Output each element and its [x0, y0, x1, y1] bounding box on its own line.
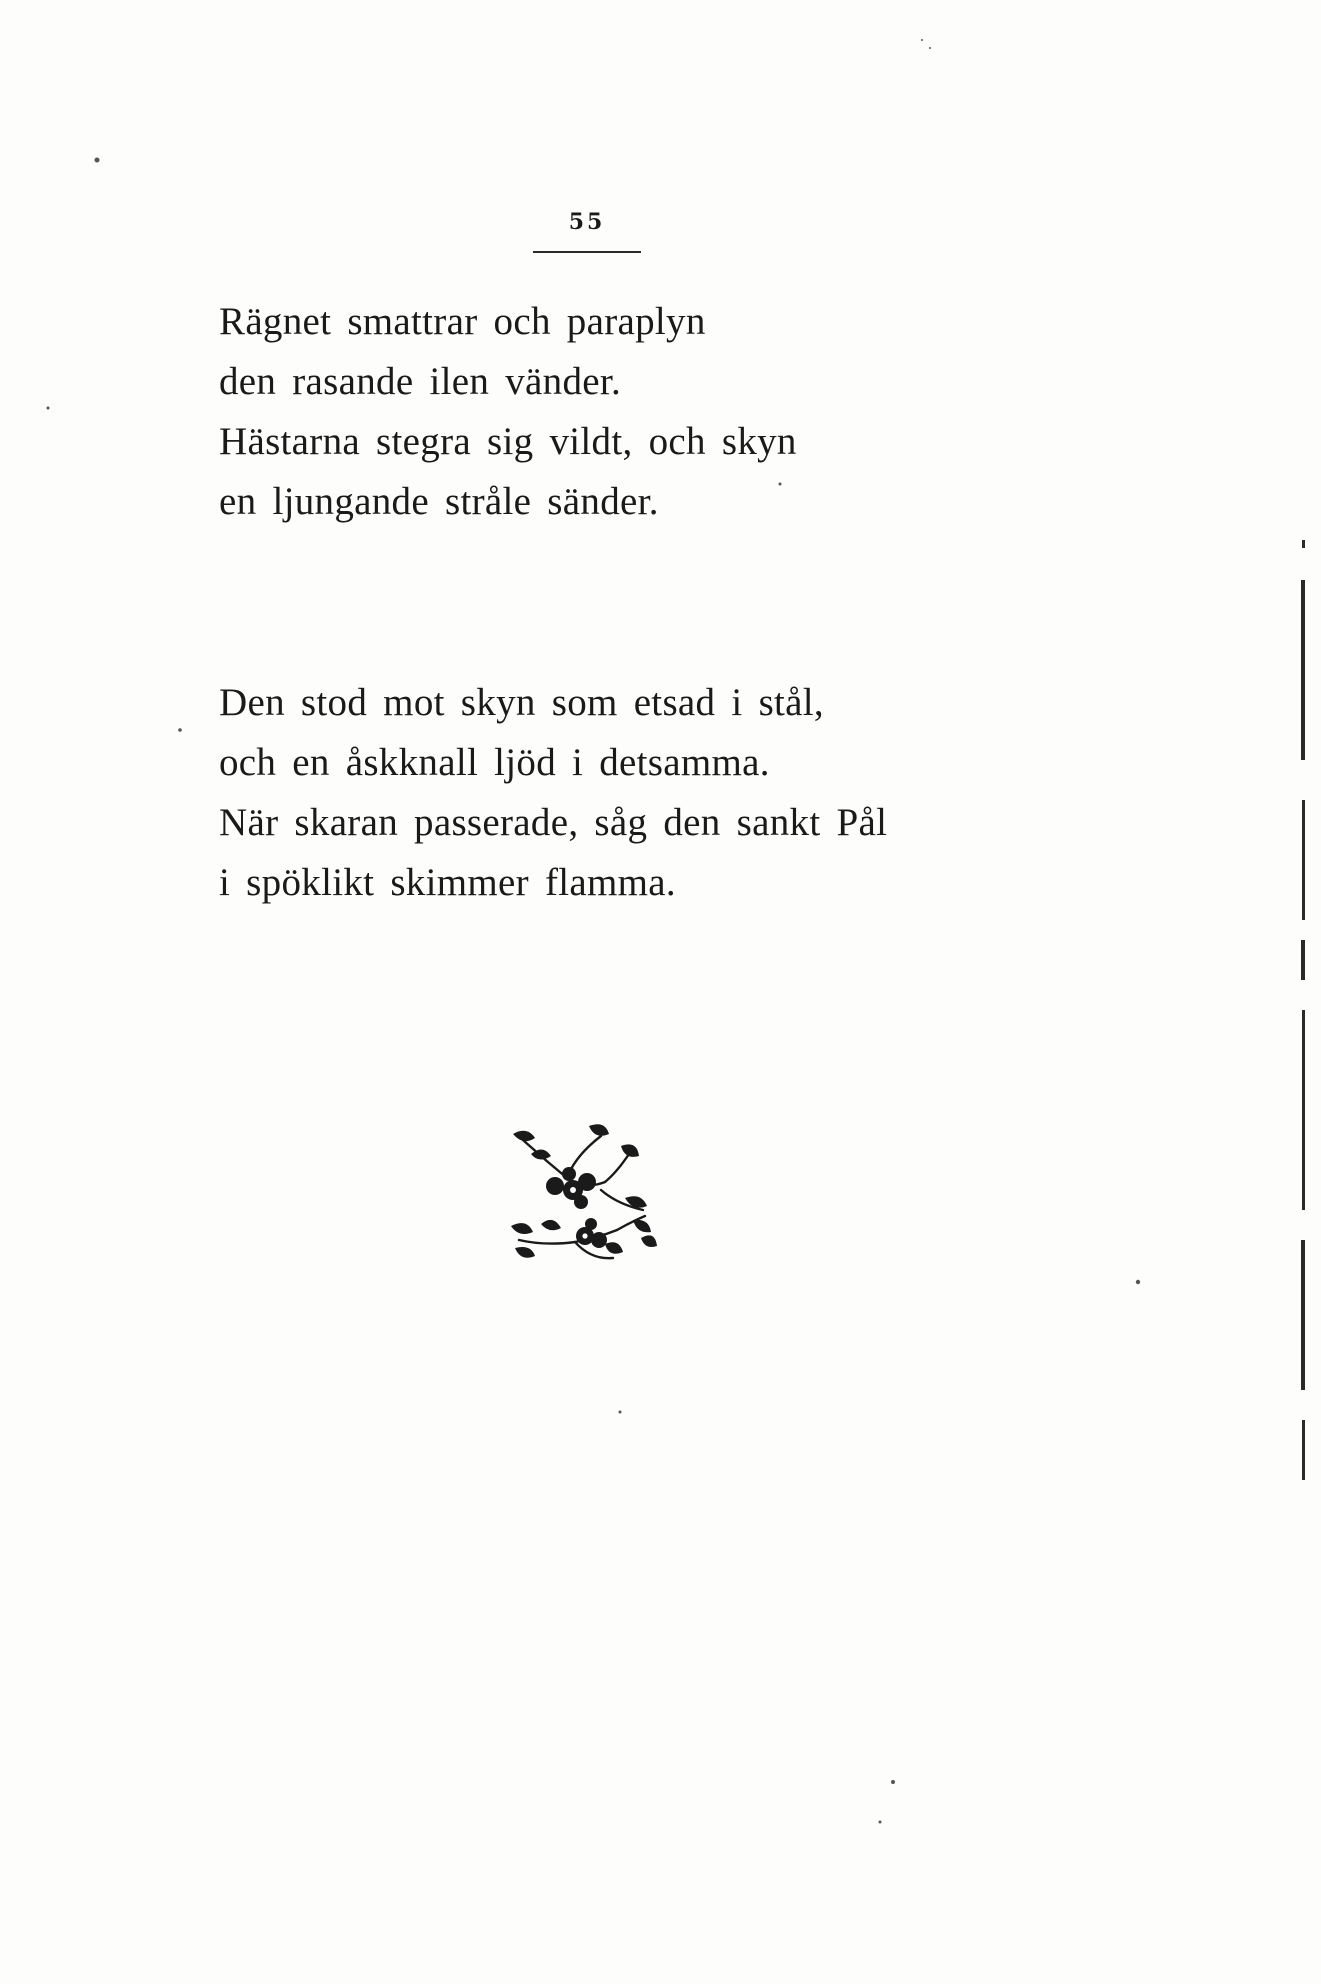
stanza-line: Hästarna stegra sig vildt, och skyn [219, 420, 797, 463]
stanza-line: den rasande ilen vänder. [219, 360, 622, 403]
stanza-line: en ljungande stråle sänder. [219, 480, 659, 523]
stanza-1 [219, 292, 797, 532]
stanza-line: Rägnet smattrar och paraplyn [219, 300, 706, 343]
page-number: 55 [568, 209, 606, 235]
stanza-line: i spöklikt skimmer flamma. [219, 861, 676, 904]
page-number-rule [533, 251, 641, 253]
stanza-line: Den stod mot skyn som etsad i stål, [219, 681, 824, 724]
stanza-2 [219, 673, 887, 913]
page-edge-marks [1298, 540, 1310, 1500]
stanza-line: och en åskknall ljöd i detsamma. [219, 741, 770, 784]
stanza-line: När skaran passerade, såg den sankt Pål [219, 801, 888, 844]
floral-vignette-icon [505, 1120, 665, 1270]
